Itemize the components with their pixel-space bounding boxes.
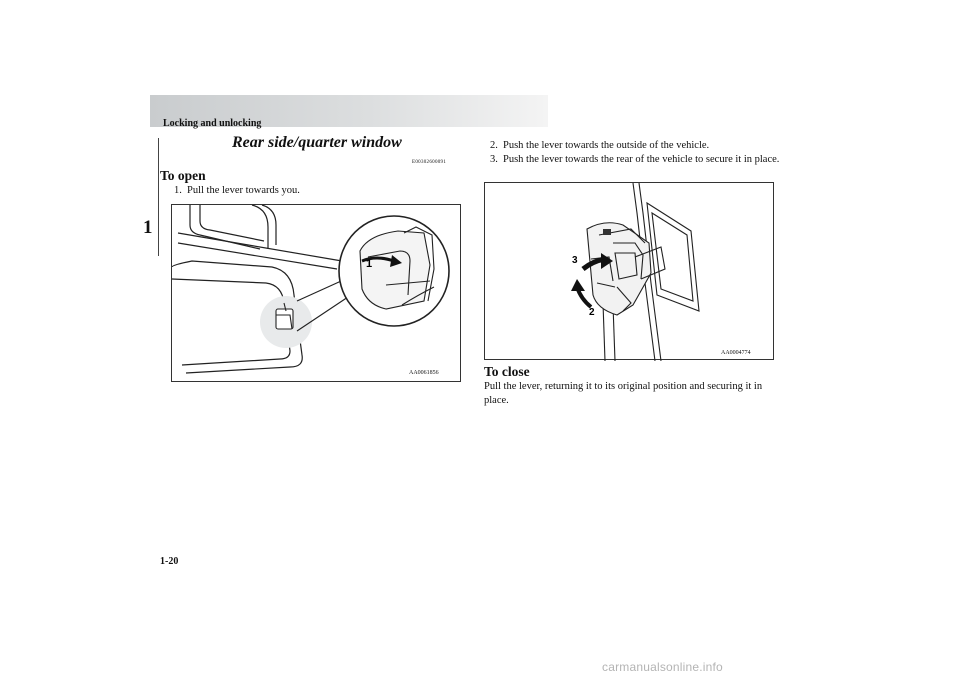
push-lever-illustration — [485, 183, 775, 361]
step-1-number: 1. — [174, 185, 182, 196]
step-3 — [490, 153, 780, 167]
heading-to-open: To open — [160, 168, 206, 183]
step-2-text: Push the lever towards the outside of the vehicle. — [503, 140, 710, 151]
header-title: Locking and unlocking — [163, 118, 262, 129]
figure-code: AA0061856 — [409, 370, 439, 376]
figure-code: AA0004774 — [721, 350, 751, 356]
watermark-text: carmanualsonline.info — [602, 660, 723, 674]
step-1-text: Pull the lever towards you. — [187, 185, 300, 196]
chapter-rule — [158, 138, 159, 256]
step-2 — [490, 139, 780, 153]
step-1 — [174, 184, 454, 198]
step-3-number: 3. — [490, 154, 498, 165]
figure-callout-3: 3 — [572, 255, 578, 266]
step-2-number: 2. — [490, 140, 498, 151]
step-3-text: Push the lever towards the rear of the vehicle to secure it in place. — [503, 154, 780, 165]
figure-push-lever — [484, 182, 774, 360]
section-code: E00302600091 — [412, 160, 447, 165]
close-paragraph: Pull the lever, returning it to its original position and securing it in place. — [484, 381, 763, 406]
figure-callout-1: 1 — [366, 258, 373, 270]
section-title: Rear side/quarter window — [232, 134, 402, 151]
page-number: 1-20 — [160, 556, 179, 567]
open-lever-illustration — [172, 205, 462, 383]
chapter-number: 1 — [143, 217, 153, 238]
figure-open-lever — [171, 204, 461, 382]
heading-to-close: To close — [484, 364, 530, 379]
figure-callout-2: 2 — [589, 307, 595, 318]
